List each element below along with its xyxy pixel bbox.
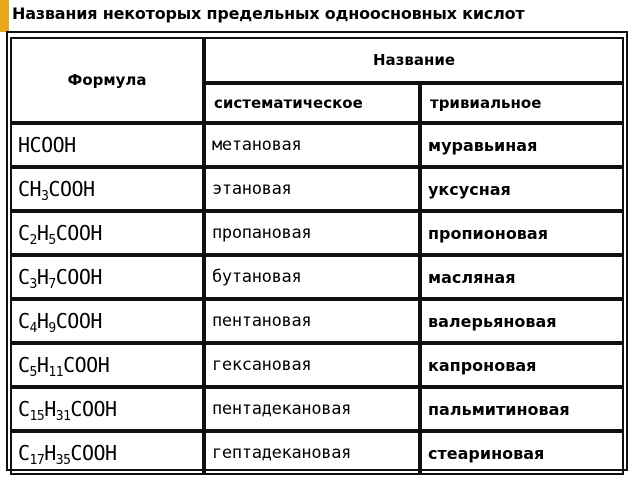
table-row [10, 299, 624, 343]
systematic-name-cell: этановая [204, 167, 420, 211]
formula-subscript: 15 [29, 409, 45, 424]
formula-subscript: 5 [48, 233, 56, 248]
header-name: Название [204, 37, 624, 83]
systematic-name-cell: метановая [204, 123, 420, 167]
formula-text: H [36, 353, 49, 377]
trivial-name-cell: стеариновая [420, 431, 624, 475]
table-row [10, 211, 624, 255]
trivial-name-cell: уксусная [420, 167, 624, 211]
table-row [10, 431, 624, 475]
systematic-name-cell: пентановая [204, 299, 420, 343]
trivial-name-cell: валерьяновая [420, 299, 624, 343]
header-systematic: систематическое [204, 83, 420, 123]
formula-text: CH [18, 177, 42, 201]
formula-subscript: 17 [29, 453, 45, 468]
formula-subscript: 7 [48, 277, 56, 292]
accent-bar [0, 0, 9, 32]
formula-subscript: 31 [55, 409, 71, 424]
page-title: Названия некоторых предельных одноосновных кислот [12, 4, 525, 23]
formula-subscript: 35 [55, 453, 71, 468]
formula-subscript: 3 [41, 189, 49, 204]
formula-text: COOH [63, 353, 110, 377]
formula-text: H [44, 441, 56, 465]
formula-text: HCOOH [18, 133, 76, 157]
formula-text: COOH [55, 265, 102, 289]
formula-cell [10, 343, 204, 387]
formula-text: COOH [48, 177, 95, 201]
formula-text: C [18, 353, 30, 377]
formula-subscript: 5 [29, 365, 37, 380]
formula-text: H [44, 397, 56, 421]
table-row [10, 167, 624, 211]
systematic-name-cell: пропановая [204, 211, 420, 255]
formula-cell [10, 167, 204, 211]
systematic-name-cell: гексановая [204, 343, 420, 387]
trivial-name-cell: муравьиная [420, 123, 624, 167]
table-row [10, 255, 624, 299]
acids-table [10, 37, 624, 475]
table-row [10, 343, 624, 387]
formula-text: C [18, 397, 30, 421]
header-trivial: тривиальное [420, 83, 624, 123]
trivial-name-cell: масляная [420, 255, 624, 299]
systematic-name-cell: бутановая [204, 255, 420, 299]
formula-text: C [18, 309, 30, 333]
formula-text: H [36, 265, 49, 289]
header-formula: Формула [10, 37, 204, 123]
formula-text: C [18, 221, 30, 245]
formula-subscript: 2 [29, 233, 37, 248]
formula-subscript: 4 [29, 321, 37, 336]
formula-subscript: 3 [29, 277, 37, 292]
table-row [10, 387, 624, 431]
systematic-name-cell: гептадекановая [204, 431, 420, 475]
table-body [10, 123, 624, 475]
formula-subscript: 9 [48, 321, 56, 336]
systematic-name-cell: пентадекановая [204, 387, 420, 431]
formula-cell [10, 255, 204, 299]
formula-text: C [18, 441, 30, 465]
formula-text: H [36, 309, 49, 333]
formula-cell [10, 123, 204, 167]
formula-text: H [36, 221, 49, 245]
formula-subscript: 11 [48, 365, 64, 380]
formula-text: COOH [55, 309, 102, 333]
formula-text: COOH [70, 397, 117, 421]
trivial-name-cell: пропионовая [420, 211, 624, 255]
table-row [10, 123, 624, 167]
formula-text: COOH [55, 221, 102, 245]
formula-cell [10, 431, 204, 475]
formula-cell [10, 211, 204, 255]
formula-text: C [18, 265, 30, 289]
formula-cell [10, 299, 204, 343]
formula-text: COOH [70, 441, 117, 465]
formula-cell [10, 387, 204, 431]
trivial-name-cell: пальмитиновая [420, 387, 624, 431]
trivial-name-cell: капроновая [420, 343, 624, 387]
